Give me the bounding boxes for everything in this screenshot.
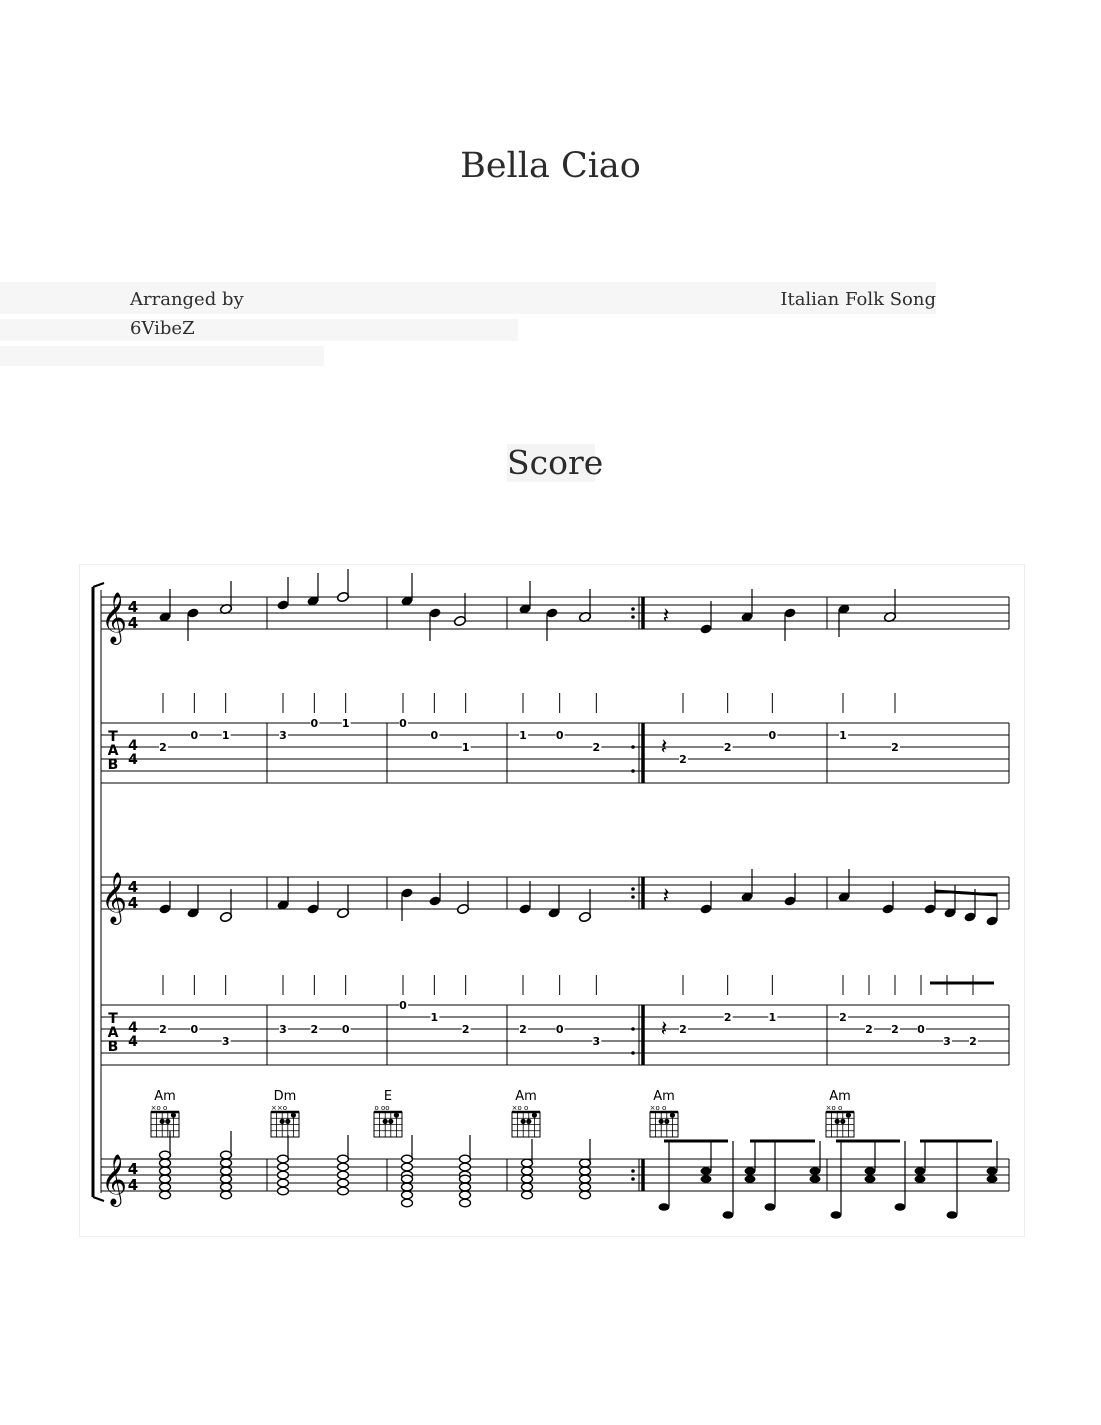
repeat-dot [631,615,635,619]
chord-finger-dot [160,1119,165,1124]
chord-note [160,1151,171,1159]
repeat-dot [631,895,635,899]
rest: 𝄽 [660,1017,668,1042]
tab-clef-letter: B [107,757,119,773]
chord-name: E [383,1089,393,1104]
strum-note [895,1203,906,1211]
chord-finger-dot [532,1113,537,1118]
chord-finger-dot [394,1113,399,1118]
chord-note [522,1183,533,1191]
fret-number: 2 [723,1011,732,1024]
chord-note [460,1155,471,1163]
repeat-dot [631,887,635,891]
chord-note [160,1167,171,1175]
chord-finger-dot [280,1119,285,1124]
fret-number: 0 [399,717,407,730]
time-signature-top: 4 [128,1020,138,1036]
composer-label: Italian Folk Song [780,289,936,310]
fret-number: 2 [592,741,601,754]
repeat-dot [631,745,635,749]
fret-number: 2 [891,1023,899,1036]
chord-note [580,1159,591,1167]
chord-note [338,1163,349,1171]
time-signature-top: 4 [127,598,139,616]
score-sheet [79,564,1025,1237]
fret-number: 2 [461,1023,470,1036]
fret-number: 1 [221,729,230,742]
fret-number: 2 [310,1023,319,1036]
chord-note [402,1183,413,1191]
rest: 𝄽 [662,604,670,629]
chord-note [160,1183,171,1191]
fret-number: 0 [190,1023,199,1036]
chord-note [402,1155,413,1163]
chord-name: Am [829,1089,851,1104]
beam [935,891,997,895]
time-signature-bottom: 4 [128,1034,138,1050]
chord-note [460,1191,471,1199]
chord-name: Am [653,1089,675,1104]
repeat-dot [631,1051,635,1055]
chord-note [221,1159,232,1167]
chord-name: Am [515,1089,537,1104]
fret-number: 0 [190,729,199,742]
chord-finger-dot [388,1119,393,1124]
chord-finger-dot [291,1113,296,1118]
chord-finger-dot [664,1119,669,1124]
chord-note [580,1191,591,1199]
fret-number: 0 [341,1023,350,1036]
chord-note [580,1175,591,1183]
chord-string-markers: ×o o [150,1104,168,1112]
fret-number: 0 [555,1023,564,1036]
treble-clef: 𝄞 [100,592,128,643]
chord-note [221,1183,232,1191]
chord-note [580,1167,591,1175]
strum-note [865,1175,876,1183]
chord-finger-dot [846,1113,851,1118]
fret-number: 0 [430,729,439,742]
chord-note [338,1171,349,1179]
strum-note [947,1211,958,1219]
fret-number: 0 [555,729,564,742]
strum-note [659,1203,670,1211]
chord-note [522,1167,533,1175]
arranger-name: 6VibeZ [130,318,195,339]
repeat-dot [631,607,635,611]
arranger-label: Arranged by [130,289,244,310]
chord-note [402,1175,413,1183]
repeat-dot [631,1027,635,1031]
rest: 𝄽 [662,884,670,909]
tab-clef-letter: A [107,743,119,759]
time-signature-bottom: 4 [128,752,138,768]
chord-name: Am [154,1089,176,1104]
strum-note [987,1175,998,1183]
strum-note [810,1167,821,1175]
fret-number: 2 [519,1023,527,1036]
tab-clef-letter: B [107,1039,119,1055]
chord-note [278,1187,289,1195]
chord-note [522,1191,533,1199]
chord-note [221,1191,232,1199]
repeat-dot [631,769,635,773]
fret-number: 2 [839,1011,847,1024]
chord-note [160,1159,171,1167]
tab-clef-letter: T [108,729,118,745]
tab-clef-letter: T [108,1011,118,1027]
chord-note [278,1163,289,1171]
strum-note [745,1167,756,1175]
fret-number: 3 [221,1035,230,1048]
chord-note [221,1167,232,1175]
treble-clef: 𝄞 [100,1154,128,1205]
chord-note [460,1175,471,1183]
fret-number: 0 [399,999,407,1012]
credits-band [0,319,518,341]
fret-number: 1 [519,729,527,742]
system-bracket [93,583,104,587]
strum-note [831,1211,842,1219]
score-notation [80,565,1024,1236]
fret-number: 0 [768,729,777,742]
fret-number: 0 [310,717,319,730]
time-signature-bottom: 4 [127,614,139,632]
chord-note [402,1199,413,1207]
fret-number: 2 [679,1023,687,1036]
time-signature-top: 4 [128,738,138,754]
strum-note [723,1211,734,1219]
time-signature-bottom: 4 [127,894,139,912]
repeat-dot [631,1177,635,1181]
strum-note [765,1203,776,1211]
strum-note [915,1167,926,1175]
chord-note [338,1155,349,1163]
chord-note [278,1171,289,1179]
fret-number: 1 [341,717,350,730]
chord-note [402,1163,413,1171]
chord-finger-dot [835,1119,840,1124]
chord-string-markers: o oo [374,1104,390,1112]
strum-note [745,1175,756,1183]
time-signature-bottom: 4 [127,1176,139,1194]
time-signature-top: 4 [127,1160,139,1178]
chord-note [460,1199,471,1207]
chord-string-markers: ×o o [511,1104,529,1112]
chord-note [580,1183,591,1191]
chord-finger-dot [659,1119,664,1124]
song-title: Bella Ciao [460,146,641,186]
fret-number: 2 [159,1023,167,1036]
chord-string-markers: ××o [270,1104,288,1112]
credits-band [0,346,324,366]
score-heading: Score [507,443,604,482]
fret-number: 2 [865,1023,873,1036]
fret-number: 2 [969,1035,977,1048]
fret-number: 3 [279,1023,287,1036]
chord-note [402,1191,413,1199]
strum-note [915,1175,926,1183]
chord-note [160,1191,171,1199]
repeat-dot [631,1169,635,1173]
chord-finger-dot [171,1113,176,1118]
chord-note [522,1159,533,1167]
chord-finger-dot [383,1119,388,1124]
fret-number: 2 [723,741,732,754]
time-signature-top: 4 [127,878,139,896]
fret-number: 1 [461,741,470,754]
chord-name: Dm [273,1089,297,1104]
chord-finger-dot [670,1113,675,1118]
chord-finger-dot [521,1119,526,1124]
strum-note [701,1175,712,1183]
fret-number: 0 [917,1023,925,1036]
fret-number: 2 [679,753,687,766]
chord-string-markers: ×o o [825,1104,843,1112]
chord-note [160,1175,171,1183]
chord-finger-dot [526,1119,531,1124]
chord-note [522,1175,533,1183]
strum-note [810,1175,821,1183]
chord-note [338,1179,349,1187]
fret-number: 2 [891,741,899,754]
fret-number: 3 [943,1035,951,1048]
chord-finger-dot [840,1119,845,1124]
treble-clef: 𝄞 [100,872,128,923]
strum-note [865,1167,876,1175]
chord-finger-dot [165,1119,170,1124]
chord-string-markers: ×o o [649,1104,667,1112]
fret-number: 3 [592,1035,601,1048]
fret-number: 1 [430,1011,439,1024]
chord-note [338,1187,349,1195]
rest: 𝄽 [660,735,668,760]
strum-note [987,1167,998,1175]
chord-note [221,1175,232,1183]
strum-note [701,1167,712,1175]
fret-number: 1 [839,729,847,742]
chord-note [221,1151,232,1159]
chord-note [460,1183,471,1191]
fret-number: 1 [768,1011,777,1024]
tab-clef-letter: A [107,1025,119,1041]
fret-number: 2 [159,741,167,754]
chord-note [278,1179,289,1187]
chord-finger-dot [285,1119,290,1124]
chord-note [460,1163,471,1171]
chord-note [278,1155,289,1163]
fret-number: 3 [279,729,287,742]
